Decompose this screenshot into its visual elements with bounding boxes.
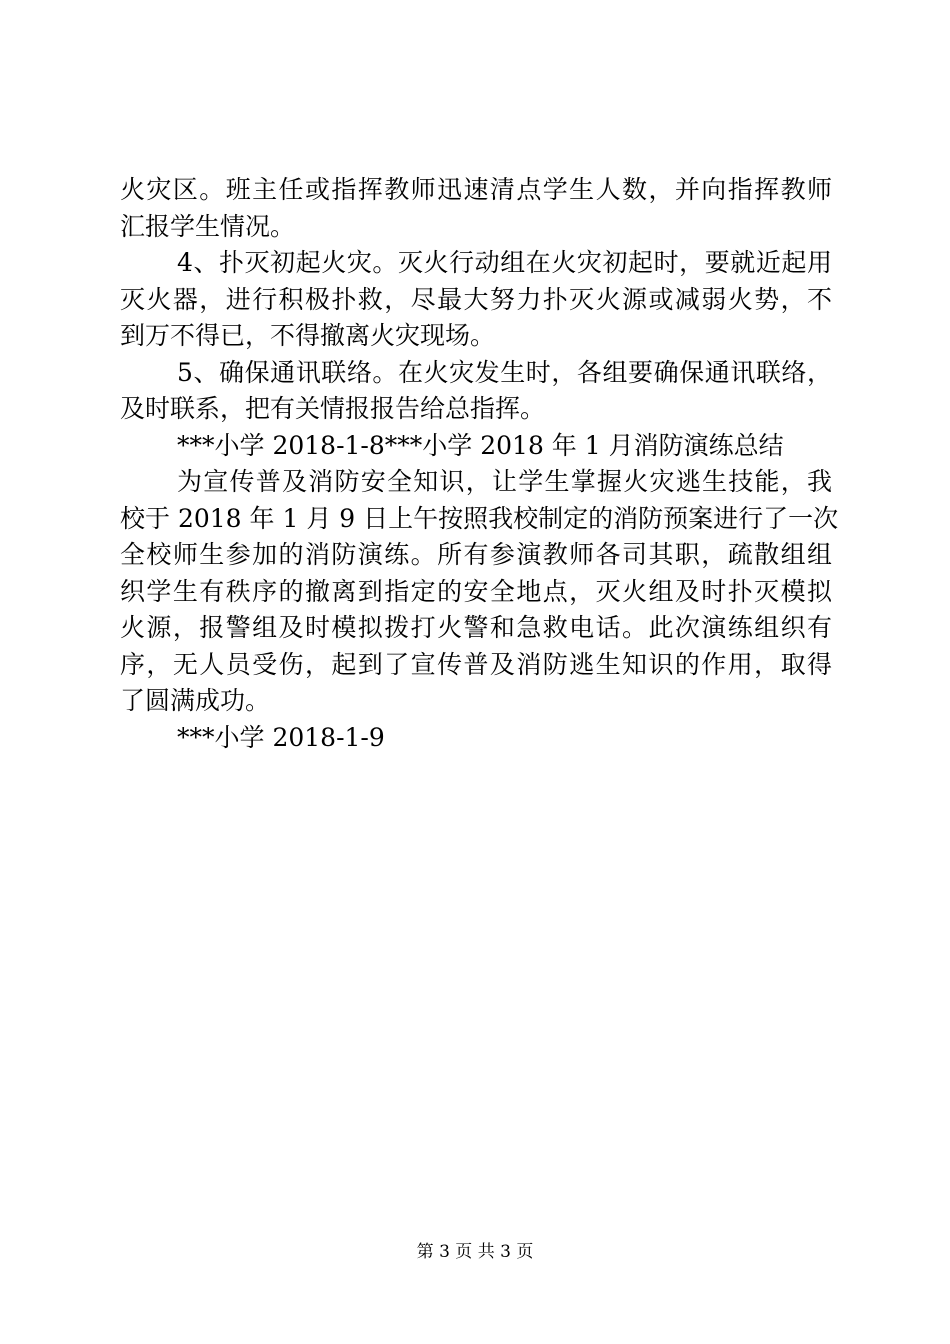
text-line: 序，无人员受伤，起到了宣传普及消防逃生知识的作用，取得 [120,649,832,679]
text-line: 火源，报警组及时模拟拨打火警和急救电话。此次演练组织有 [120,613,832,642]
text-line: 灭火器，进行积极扑救，尽最大努力扑灭火源或减弱火势，不 [120,284,832,314]
text-line: ***小学 2018-1-9 [177,722,385,752]
text-line: 5、确保通讯联络。在火灾发生时，各组要确保通讯联络， [177,357,832,387]
text-line: ***小学 2018-1-8***小学 2018 年 1 月消防演练总结 [177,430,784,460]
text-line: 全校师生参加的消防演练。所有参演教师各司其职，疏散组组 [120,540,832,569]
text-line: 校于 2018 年 1 月 9 日上午按照我校制定的消防预案进行了一次 [120,503,839,533]
text-line: 4、扑灭初起火灾。灭火行动组在火灾初起时，要就近起用 [177,248,832,277]
text-line: 及时联系，把有关情报报告给总指挥。 [120,394,546,423]
text-line: 了圆满成功。 [120,686,271,715]
document-body [120,172,839,756]
text-line: 火灾区。班主任或指挥教师迅速清点学生人数，并向指挥教师 [120,175,832,204]
text-line: 织学生有秩序的撤离到指定的安全地点，灭火组及时扑灭模拟 [120,576,832,606]
text-line: 为宣传普及消防安全知识，让学生掌握火灾逃生技能，我 [177,467,832,496]
text-line: 到万不得已，不得撤离火灾现场。 [120,321,496,350]
page-number-footer: 第 3 页 共 3 页 [416,1242,534,1262]
text-line: 汇报学生情况。 [120,211,296,241]
